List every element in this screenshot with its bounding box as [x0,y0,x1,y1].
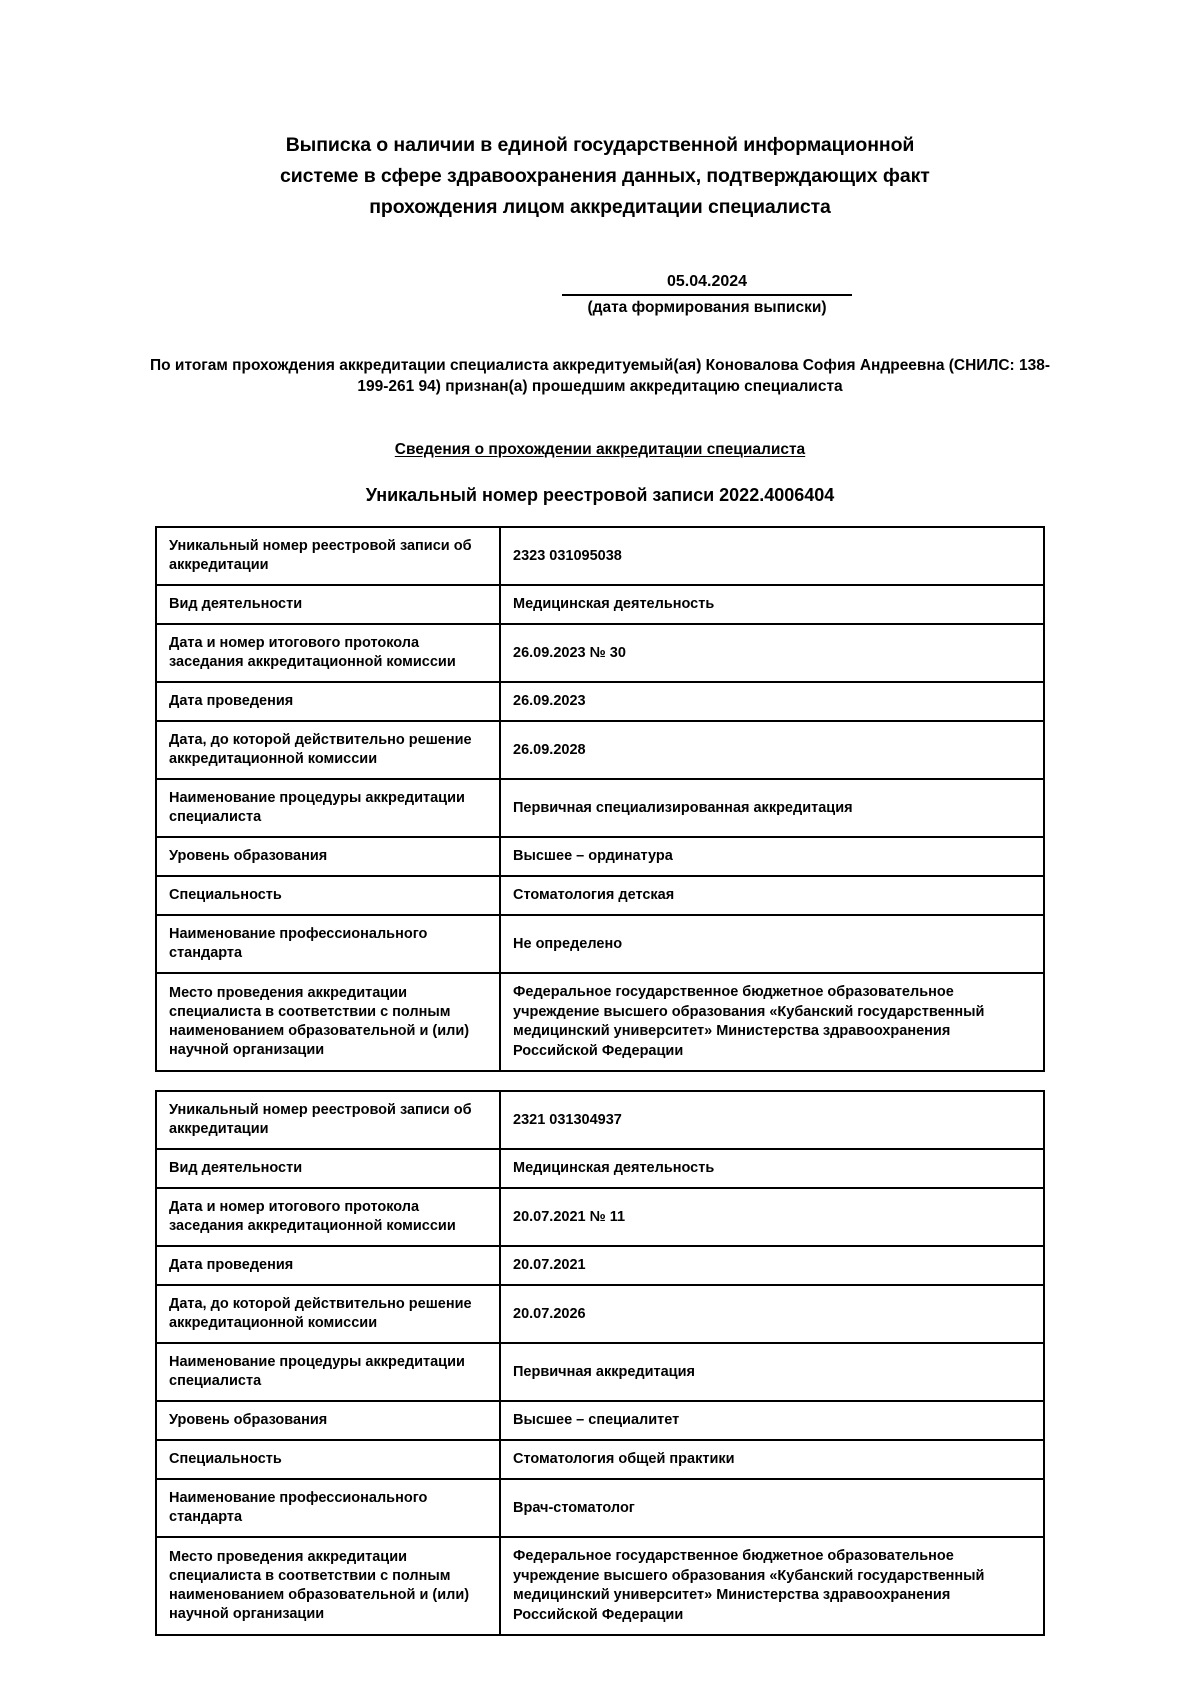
row-label-education-level: Уровень образования [156,837,500,876]
intro-paragraph: По итогам прохождения аккредитации специалиста аккредитуемый(ая) Коновалова София Андреевна (СНИЛС: 138-199-261 94) признан(а) прошедшим аккредитацию специалиста [150,357,1050,395]
row-label-unique-number: Уникальный номер реестровой записи об аккредитации [156,527,500,585]
row-label-place: Место проведения аккредитации специалиста в соответствии с полным наименованием образовательной и (или) научной организации [156,973,500,1071]
accreditation-table-1 [155,526,1045,1072]
row-label-date-held: Дата проведения [156,1246,500,1285]
row-label-activity-type: Вид деятельности [156,1149,500,1188]
section-heading-text: Сведения о прохождении аккредитации специалиста [394,441,806,458]
table-row [156,1246,1044,1285]
formation-date-caption: (дата формирования выписки) [587,299,827,316]
table-row [156,1479,1044,1537]
document-title-line-3: прохождения лицом аккредитации специалиста [369,196,831,218]
table-row [156,837,1044,876]
row-label-protocol: Дата и номер итогового протокола заседания аккредитационной комиссии [156,624,500,682]
row-label-place: Место проведения аккредитации специалиста в соответствии с полным наименованием образовательной и (или) научной организации [156,1537,500,1635]
row-label-prof-standard: Наименование профессионального стандарта [156,1479,500,1537]
row-value-speciality: Стоматология общей практики [500,1440,1044,1479]
row-value-valid-until: 20.07.2026 [500,1285,1044,1343]
row-value-date-held: 20.07.2021 [500,1246,1044,1285]
row-label-valid-until: Дата, до которой действительно решение аккредитационной комиссии [156,721,500,779]
row-value-protocol: 20.07.2021 № 11 [500,1188,1044,1246]
table-row [156,876,1044,915]
row-value-protocol: 26.09.2023 № 30 [500,624,1044,682]
table-row [156,585,1044,624]
row-label-unique-number: Уникальный номер реестровой записи об аккредитации [156,1091,500,1149]
row-label-speciality: Специальность [156,1440,500,1479]
row-value-activity-type: Медицинская деятельность [500,585,1044,624]
document-title [280,130,930,223]
formation-date-value: 05.04.2024 [562,273,852,296]
row-value-valid-until: 26.09.2028 [500,721,1044,779]
row-label-activity-type: Вид деятельности [156,585,500,624]
row-value-speciality: Стоматология детская [500,876,1044,915]
row-label-education-level: Уровень образования [156,1401,500,1440]
row-label-procedure-name: Наименование процедуры аккредитации специалиста [156,1343,500,1401]
document-title-line-2: системе в сфере здравоохранения данных, подтверждающих факт [280,165,930,187]
row-label-speciality: Специальность [156,876,500,915]
row-label-procedure-name: Наименование процедуры аккредитации специалиста [156,779,500,837]
row-label-date-held: Дата проведения [156,682,500,721]
table-row [156,1343,1044,1401]
table-row [156,1149,1044,1188]
accreditation-table-2 [155,1090,1045,1636]
row-value-education-level: Высшее – ординатура [500,837,1044,876]
table-row [156,1440,1044,1479]
row-value-prof-standard: Не определено [500,915,1044,973]
row-value-place: Федеральное государственное бюджетное образовательное учреждение высшего образования «Кубанский государственный медицинский университет» Министерства здравоохранения Российской Федерации [500,1537,1044,1635]
row-value-unique-number: 2323 031095038 [500,527,1044,585]
row-value-procedure-name: Первичная специализированная аккредитация [500,779,1044,837]
formation-date-block [130,273,1070,317]
row-value-date-held: 26.09.2023 [500,682,1044,721]
document-title-line-1: Выписка о наличии в единой государственной информационной [285,134,915,156]
section-heading [130,441,1070,459]
table-row [156,1188,1044,1246]
row-label-protocol: Дата и номер итогового протокола заседания аккредитационной комиссии [156,1188,500,1246]
table-row [156,915,1044,973]
row-label-prof-standard: Наименование профессионального стандарта [156,915,500,973]
table-row [156,624,1044,682]
row-value-procedure-name: Первичная аккредитация [500,1343,1044,1401]
table-row [156,527,1044,585]
table-row [156,779,1044,837]
table-row [156,1537,1044,1635]
row-value-activity-type: Медицинская деятельность [500,1149,1044,1188]
row-value-unique-number: 2321 031304937 [500,1091,1044,1149]
table-row [156,1091,1044,1149]
table-row [156,1285,1044,1343]
row-value-place: Федеральное государственное бюджетное образовательное учреждение высшего образования «Кубанский государственный медицинский университет» Министерства здравоохранения Российской Федерации [500,973,1044,1071]
row-label-valid-until: Дата, до которой действительно решение аккредитационной комиссии [156,1285,500,1343]
row-value-education-level: Высшее – специалитет [500,1401,1044,1440]
table-row [156,1401,1044,1440]
table-row [156,973,1044,1071]
registry-record-number: Уникальный номер реестровой записи 2022.4006404 [365,485,835,505]
row-value-prof-standard: Врач-стоматолог [500,1479,1044,1537]
formation-date-inner [562,273,852,317]
table-row [156,682,1044,721]
table-row [156,721,1044,779]
